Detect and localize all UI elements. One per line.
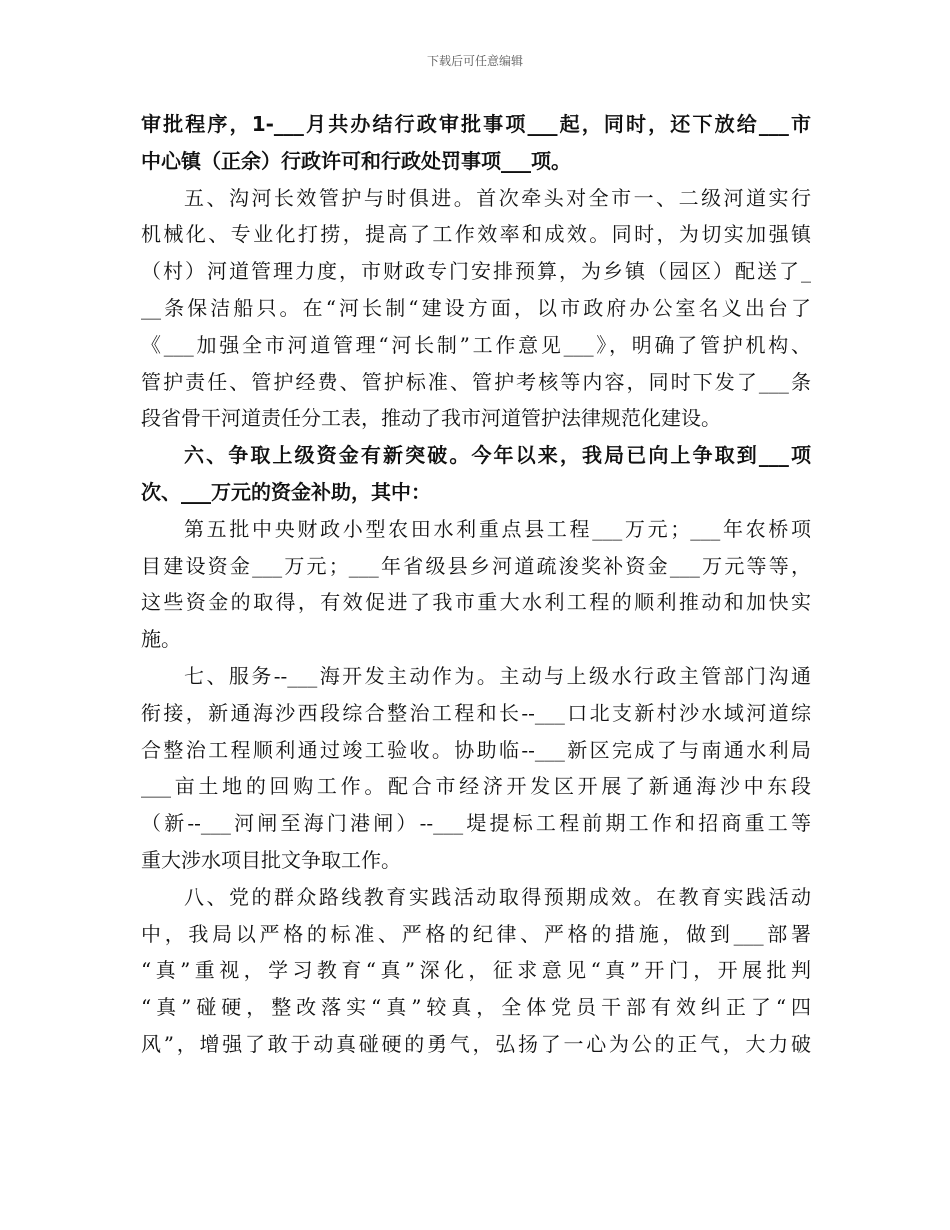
paragraph-line: 五、沟河长效管护与时俱进。首次牵头对全市一、二级河道实行 <box>184 185 811 210</box>
text-line: 风”，增强了敢于动真碰硬的勇气，弘扬了一心为公的正气，大力破 <box>141 1031 811 1056</box>
text-line: 施。 <box>141 627 181 652</box>
text-line: 目建设资金___万元；___年省级县乡河道疏浚奖补资金___万元等等， <box>141 553 811 578</box>
text-line: 重大涉水项目批文争取工作。 <box>141 847 401 872</box>
text-line: （新--___河闸至海门港闸）--___堤提标工程前期工作和招商重工等 <box>141 811 811 836</box>
text-line: 次、___万元的资金补助，其中： <box>141 479 431 504</box>
text-line: 段省骨干河道责任分工表，推动了我市河道管护法律规范化建设。 <box>141 406 721 431</box>
text-line: 中心镇（正余）行政许可和行政处罚事项___项。 <box>141 148 571 173</box>
text-line: （村）河道管理力度，市财政专门安排预算，为乡镇（园区）配送了_ <box>141 259 811 284</box>
text-line: 审批程序，1-___月共办结行政审批事项___起，同时，还下放给___市 <box>141 112 811 136</box>
text-line: 中，我局以严格的标准、严格的纪律、严格的措施，做到___部署 <box>141 921 811 946</box>
document-body <box>141 106 811 1063</box>
text-line: 《___加强全市河道管理“河长制”工作意见___》，明确了管护机构、 <box>141 332 811 357</box>
text-line: ___亩土地的回购工作。配合市经济开发区开展了新通海沙中东段 <box>141 774 811 799</box>
paragraph-line: 八、党的群众路线教育实践活动取得预期成效。在教育实践活动 <box>184 884 811 909</box>
paragraph-line: 七、服务--___海开发主动作为。主动与上级水行政主管部门沟通 <box>184 663 811 688</box>
text-line: “真”重视，学习教育“真”深化，征求意见“真”开门，开展批判 <box>141 958 811 983</box>
text-line: 合整治工程顺利通过竣工验收。协助临--___新区完成了与南通水利局 <box>141 737 811 762</box>
paragraph-line: 第五批中央财政小型农田水利重点县工程___万元；___年农桥项 <box>184 516 811 541</box>
text-line: 管护责任、管护经费、管护标准、管护考核等内容，同时下发了___条 <box>141 369 811 394</box>
paragraph-line: 六、争取上级资金有新突破。今年以来，我局已向上争取到___项 <box>184 443 811 468</box>
text-line: 机械化、专业化打捞，提高了工作效率和成效。同时，为切实加强镇 <box>141 222 811 247</box>
text-line: 这些资金的取得，有效促进了我市重大水利工程的顺利推动和加快实 <box>141 590 811 615</box>
text-line: __条保洁船只。在“河长制“建设方面，以市政府办公室名义出台了 <box>141 295 811 320</box>
page-header: 下载后可任意编辑 <box>426 54 523 68</box>
text-line: “真”碰硬，整改落实“真”较真，全体党员干部有效纠正了“四 <box>141 995 811 1020</box>
text-line: 衔接，新通海沙西段综合整治工程和长--___口北支新村沙水域河道综 <box>141 700 811 725</box>
